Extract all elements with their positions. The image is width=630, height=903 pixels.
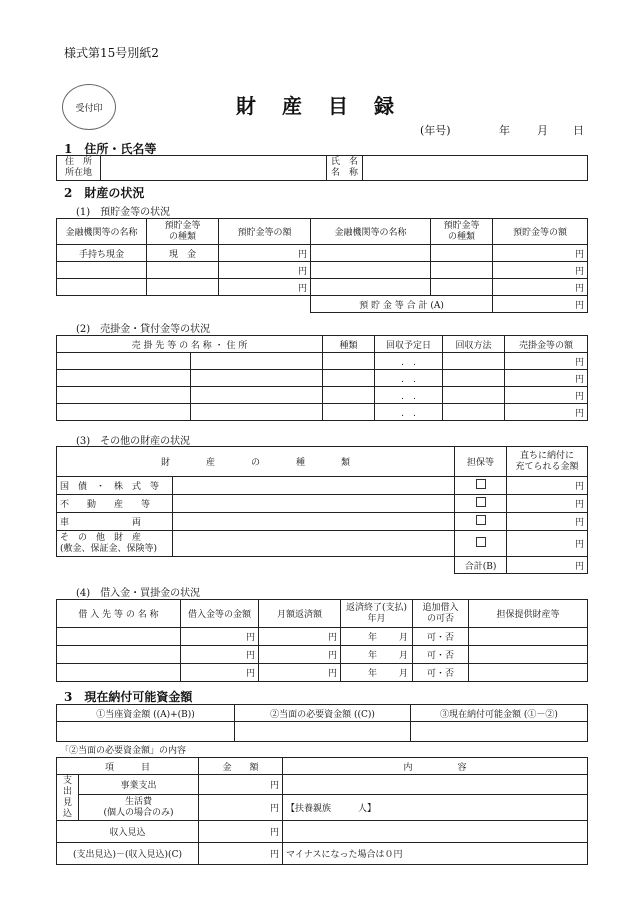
lender-field[interactable] xyxy=(57,664,181,682)
table-row xyxy=(57,495,588,513)
col-name: 売 掛 先 等 の 名 称 ・ 住 所 xyxy=(57,336,323,353)
col-bank: 金融機関等の名称 xyxy=(57,219,147,245)
yen-unit[interactable]: 円 xyxy=(493,245,588,262)
bank-field[interactable] xyxy=(57,262,147,279)
type-field[interactable] xyxy=(147,262,219,279)
col-needed-funds: ②当面の必要資金額 ((C)) xyxy=(235,705,411,722)
col-item: 項 目 xyxy=(57,758,199,775)
due-field[interactable]: . . xyxy=(375,353,443,370)
asset-securities: 国 債 ・ 株 式 等 xyxy=(57,477,173,495)
table-row xyxy=(57,370,588,387)
needed-funds-heading: 「②当面の必要資金額」の内容 xyxy=(60,746,187,756)
section2-heading: 2 財産の状況 xyxy=(64,186,145,200)
detail-field[interactable] xyxy=(173,513,455,531)
name-field[interactable] xyxy=(57,387,191,404)
calc-note: マイナスになった場合は０円 xyxy=(283,843,588,865)
col-amount: 金 額 xyxy=(199,758,283,775)
method-field[interactable] xyxy=(443,387,505,404)
detail-field[interactable] xyxy=(173,495,455,513)
collateral-checkbox[interactable] xyxy=(455,531,507,557)
yen-unit[interactable]: 円 xyxy=(493,262,588,279)
col-kind: 種類 xyxy=(323,336,375,353)
deposits-table xyxy=(56,218,588,313)
yes-no-field[interactable]: 可・否 xyxy=(413,664,469,682)
col-kind: 財 産 の 種 類 xyxy=(57,447,455,477)
name-field[interactable] xyxy=(363,156,588,181)
name-field[interactable] xyxy=(57,353,191,370)
yen-unit[interactable]: 円 xyxy=(505,404,588,421)
due-field[interactable]: . . xyxy=(375,370,443,387)
reception-stamp: 受付印 xyxy=(62,84,116,130)
section3-heading: 3 現在納付可能資金額 xyxy=(64,690,193,704)
detail-field[interactable] xyxy=(173,477,455,495)
date-month: 月 xyxy=(537,124,548,137)
bank-field[interactable] xyxy=(311,279,431,296)
yen-unit[interactable]: 円 xyxy=(507,495,588,513)
bank-field[interactable] xyxy=(311,245,431,262)
business-expense-label: 事業支出 xyxy=(79,775,199,795)
other-assets-heading: (3) その他の財産の状況 xyxy=(76,436,191,447)
bank-field[interactable] xyxy=(311,262,431,279)
yen-unit[interactable]: 円 xyxy=(505,353,588,370)
col-method: 回収方法 xyxy=(443,336,505,353)
needed-funds-field[interactable] xyxy=(235,722,411,742)
deposits-total-label: 預 貯 金 等 合 計 (A) xyxy=(311,296,493,313)
kind-field[interactable] xyxy=(323,404,375,421)
table-row xyxy=(57,404,588,421)
yen-unit[interactable]: 円 xyxy=(259,664,341,682)
lender-field[interactable] xyxy=(57,628,181,646)
method-field[interactable] xyxy=(443,370,505,387)
needed-funds-table xyxy=(56,757,588,865)
income-label: 収入見込 xyxy=(57,821,199,843)
type-field[interactable] xyxy=(431,262,493,279)
collateral-field[interactable] xyxy=(469,628,588,646)
deposits-total[interactable]: 円 xyxy=(493,296,588,313)
date-day: 日 xyxy=(573,124,584,137)
end-date-field[interactable]: 年 月 xyxy=(341,664,413,682)
col-lender: 借 入 先 等 の 名 称 xyxy=(57,600,181,628)
method-field[interactable] xyxy=(443,353,505,370)
other-total-label: 合計(B) xyxy=(455,557,507,574)
table-row xyxy=(57,628,588,646)
yen-unit[interactable]: 円 xyxy=(507,513,588,531)
table-row xyxy=(57,245,588,262)
receivables-heading: (2) 売掛金・貸付金等の状況 xyxy=(76,324,211,335)
col-content: 内 容 xyxy=(283,758,588,775)
other-assets-table xyxy=(56,446,588,574)
dependents-field[interactable]: 【扶養親族 人】 xyxy=(283,795,588,821)
yen-unit[interactable]: 円 xyxy=(181,664,259,682)
yen-unit[interactable]: 円 xyxy=(493,279,588,296)
yen-unit[interactable]: 円 xyxy=(199,775,283,795)
kind-field[interactable] xyxy=(323,353,375,370)
collateral-field[interactable] xyxy=(469,646,588,664)
collateral-field[interactable] xyxy=(469,664,588,682)
section1-heading: 1 住所・氏名等 xyxy=(64,142,157,156)
other-total[interactable]: 円 xyxy=(507,557,588,574)
method-field[interactable] xyxy=(443,404,505,421)
current-funds-field[interactable] xyxy=(57,722,235,742)
collateral-checkbox[interactable] xyxy=(455,495,507,513)
business-expense-detail[interactable] xyxy=(283,775,588,795)
payable-funds-field[interactable] xyxy=(411,722,588,742)
table-row xyxy=(57,387,588,404)
col-end-date: 返済終了(支払) 年月 xyxy=(341,600,413,628)
yen-unit[interactable]: 円 xyxy=(259,628,341,646)
end-date-field[interactable]: 年 月 xyxy=(341,628,413,646)
col-amount: 売掛金等の額 xyxy=(505,336,588,353)
table-row xyxy=(57,262,588,279)
receivables-table xyxy=(56,335,588,421)
loans-heading: (4) 借入金・買掛金の状況 xyxy=(76,588,201,599)
yen-unit[interactable]: 円 xyxy=(181,646,259,664)
col-due: 回収予定日 xyxy=(375,336,443,353)
yen-unit[interactable]: 円 xyxy=(219,245,311,262)
address-label: 住 所 所在地 xyxy=(57,156,101,181)
yen-unit[interactable]: 円 xyxy=(199,821,283,843)
page-title: 財産目録 xyxy=(236,94,420,118)
date-era: (年号) xyxy=(420,124,451,137)
type-field[interactable] xyxy=(431,245,493,262)
table-row xyxy=(57,513,588,531)
col-type: 預貯金等 の種類 xyxy=(147,219,219,245)
collateral-checkbox[interactable] xyxy=(455,477,507,495)
col-current-funds: ①当座資金額 ((A)+(B)) xyxy=(57,705,235,722)
yen-unit[interactable]: 円 xyxy=(505,387,588,404)
yes-no-field[interactable]: 可・否 xyxy=(413,628,469,646)
address-field[interactable] xyxy=(101,156,327,181)
date-line xyxy=(420,122,584,138)
living-expense-label: 生活費 (個人の場合のみ) xyxy=(79,795,199,821)
address-field[interactable] xyxy=(191,404,323,421)
col-additional: 追加借入 の可否 xyxy=(413,600,469,628)
cash-label: 手持ち現金 xyxy=(57,245,147,262)
col-amount-2: 預貯金等の額 xyxy=(493,219,588,245)
asset-vehicles: 車 両 xyxy=(57,513,173,531)
yen-unit[interactable]: 円 xyxy=(219,279,311,296)
bank-field[interactable] xyxy=(57,279,147,296)
loans-table xyxy=(56,599,588,682)
yen-unit[interactable]: 円 xyxy=(507,477,588,495)
col-collateral: 担保等 xyxy=(455,447,507,477)
kind-field[interactable] xyxy=(323,370,375,387)
name-label: 氏 名 名 称 xyxy=(327,156,363,181)
col-loan-amount: 借入金等の金額 xyxy=(181,600,259,628)
deposits-heading: (1) 預貯金等の状況 xyxy=(76,207,171,218)
table-row xyxy=(57,646,588,664)
date-year: 年 xyxy=(499,124,510,137)
address-field[interactable] xyxy=(191,353,323,370)
name-field[interactable] xyxy=(57,370,191,387)
table-row xyxy=(57,477,588,495)
yen-unit[interactable]: 円 xyxy=(199,843,283,865)
type-field[interactable] xyxy=(431,279,493,296)
asset-other: そ の 他 財 産 (敷金、保証金、保険等) xyxy=(57,531,173,557)
col-payable-funds: ③現在納付可能金額 (①－②) xyxy=(411,705,588,722)
table-row xyxy=(57,353,588,370)
type-field[interactable] xyxy=(147,279,219,296)
address-table xyxy=(56,155,588,181)
detail-field[interactable] xyxy=(173,531,455,557)
col-monthly: 月額返済額 xyxy=(259,600,341,628)
due-field[interactable]: . . xyxy=(375,387,443,404)
asset-real-estate: 不 動 産 等 xyxy=(57,495,173,513)
due-field[interactable]: . . xyxy=(375,404,443,421)
collateral-checkbox[interactable] xyxy=(455,513,507,531)
table-row xyxy=(57,531,588,557)
col-type-2: 預貯金等 の種類 xyxy=(431,219,493,245)
col-collateral: 担保提供財産等 xyxy=(469,600,588,628)
col-bank-2: 金融機関等の名称 xyxy=(311,219,431,245)
address-field[interactable] xyxy=(191,387,323,404)
yen-unit[interactable]: 円 xyxy=(199,795,283,821)
address-field[interactable] xyxy=(191,370,323,387)
form-number: 様式第15号別紙2 xyxy=(64,46,159,60)
col-amount: 預貯金等の額 xyxy=(219,219,311,245)
cash-type: 現 金 xyxy=(147,245,219,262)
yen-unit[interactable]: 円 xyxy=(259,646,341,664)
income-detail[interactable] xyxy=(283,821,588,843)
table-row xyxy=(57,279,588,296)
name-field[interactable] xyxy=(57,404,191,421)
end-date-field[interactable]: 年 月 xyxy=(341,646,413,664)
kind-field[interactable] xyxy=(323,387,375,404)
table-row xyxy=(57,664,588,682)
yen-unit[interactable]: 円 xyxy=(507,531,588,557)
yen-unit[interactable]: 円 xyxy=(181,628,259,646)
lender-field[interactable] xyxy=(57,646,181,664)
yen-unit[interactable]: 円 xyxy=(505,370,588,387)
calc-label: (支出見込)－(収入見込)(C) xyxy=(57,843,199,865)
funds-table xyxy=(56,704,588,742)
yen-unit[interactable]: 円 xyxy=(219,262,311,279)
expense-side-label: 支出見込 xyxy=(57,775,79,821)
col-available: 直ちに納付に 充てられる金額 xyxy=(507,447,588,477)
yes-no-field[interactable]: 可・否 xyxy=(413,646,469,664)
